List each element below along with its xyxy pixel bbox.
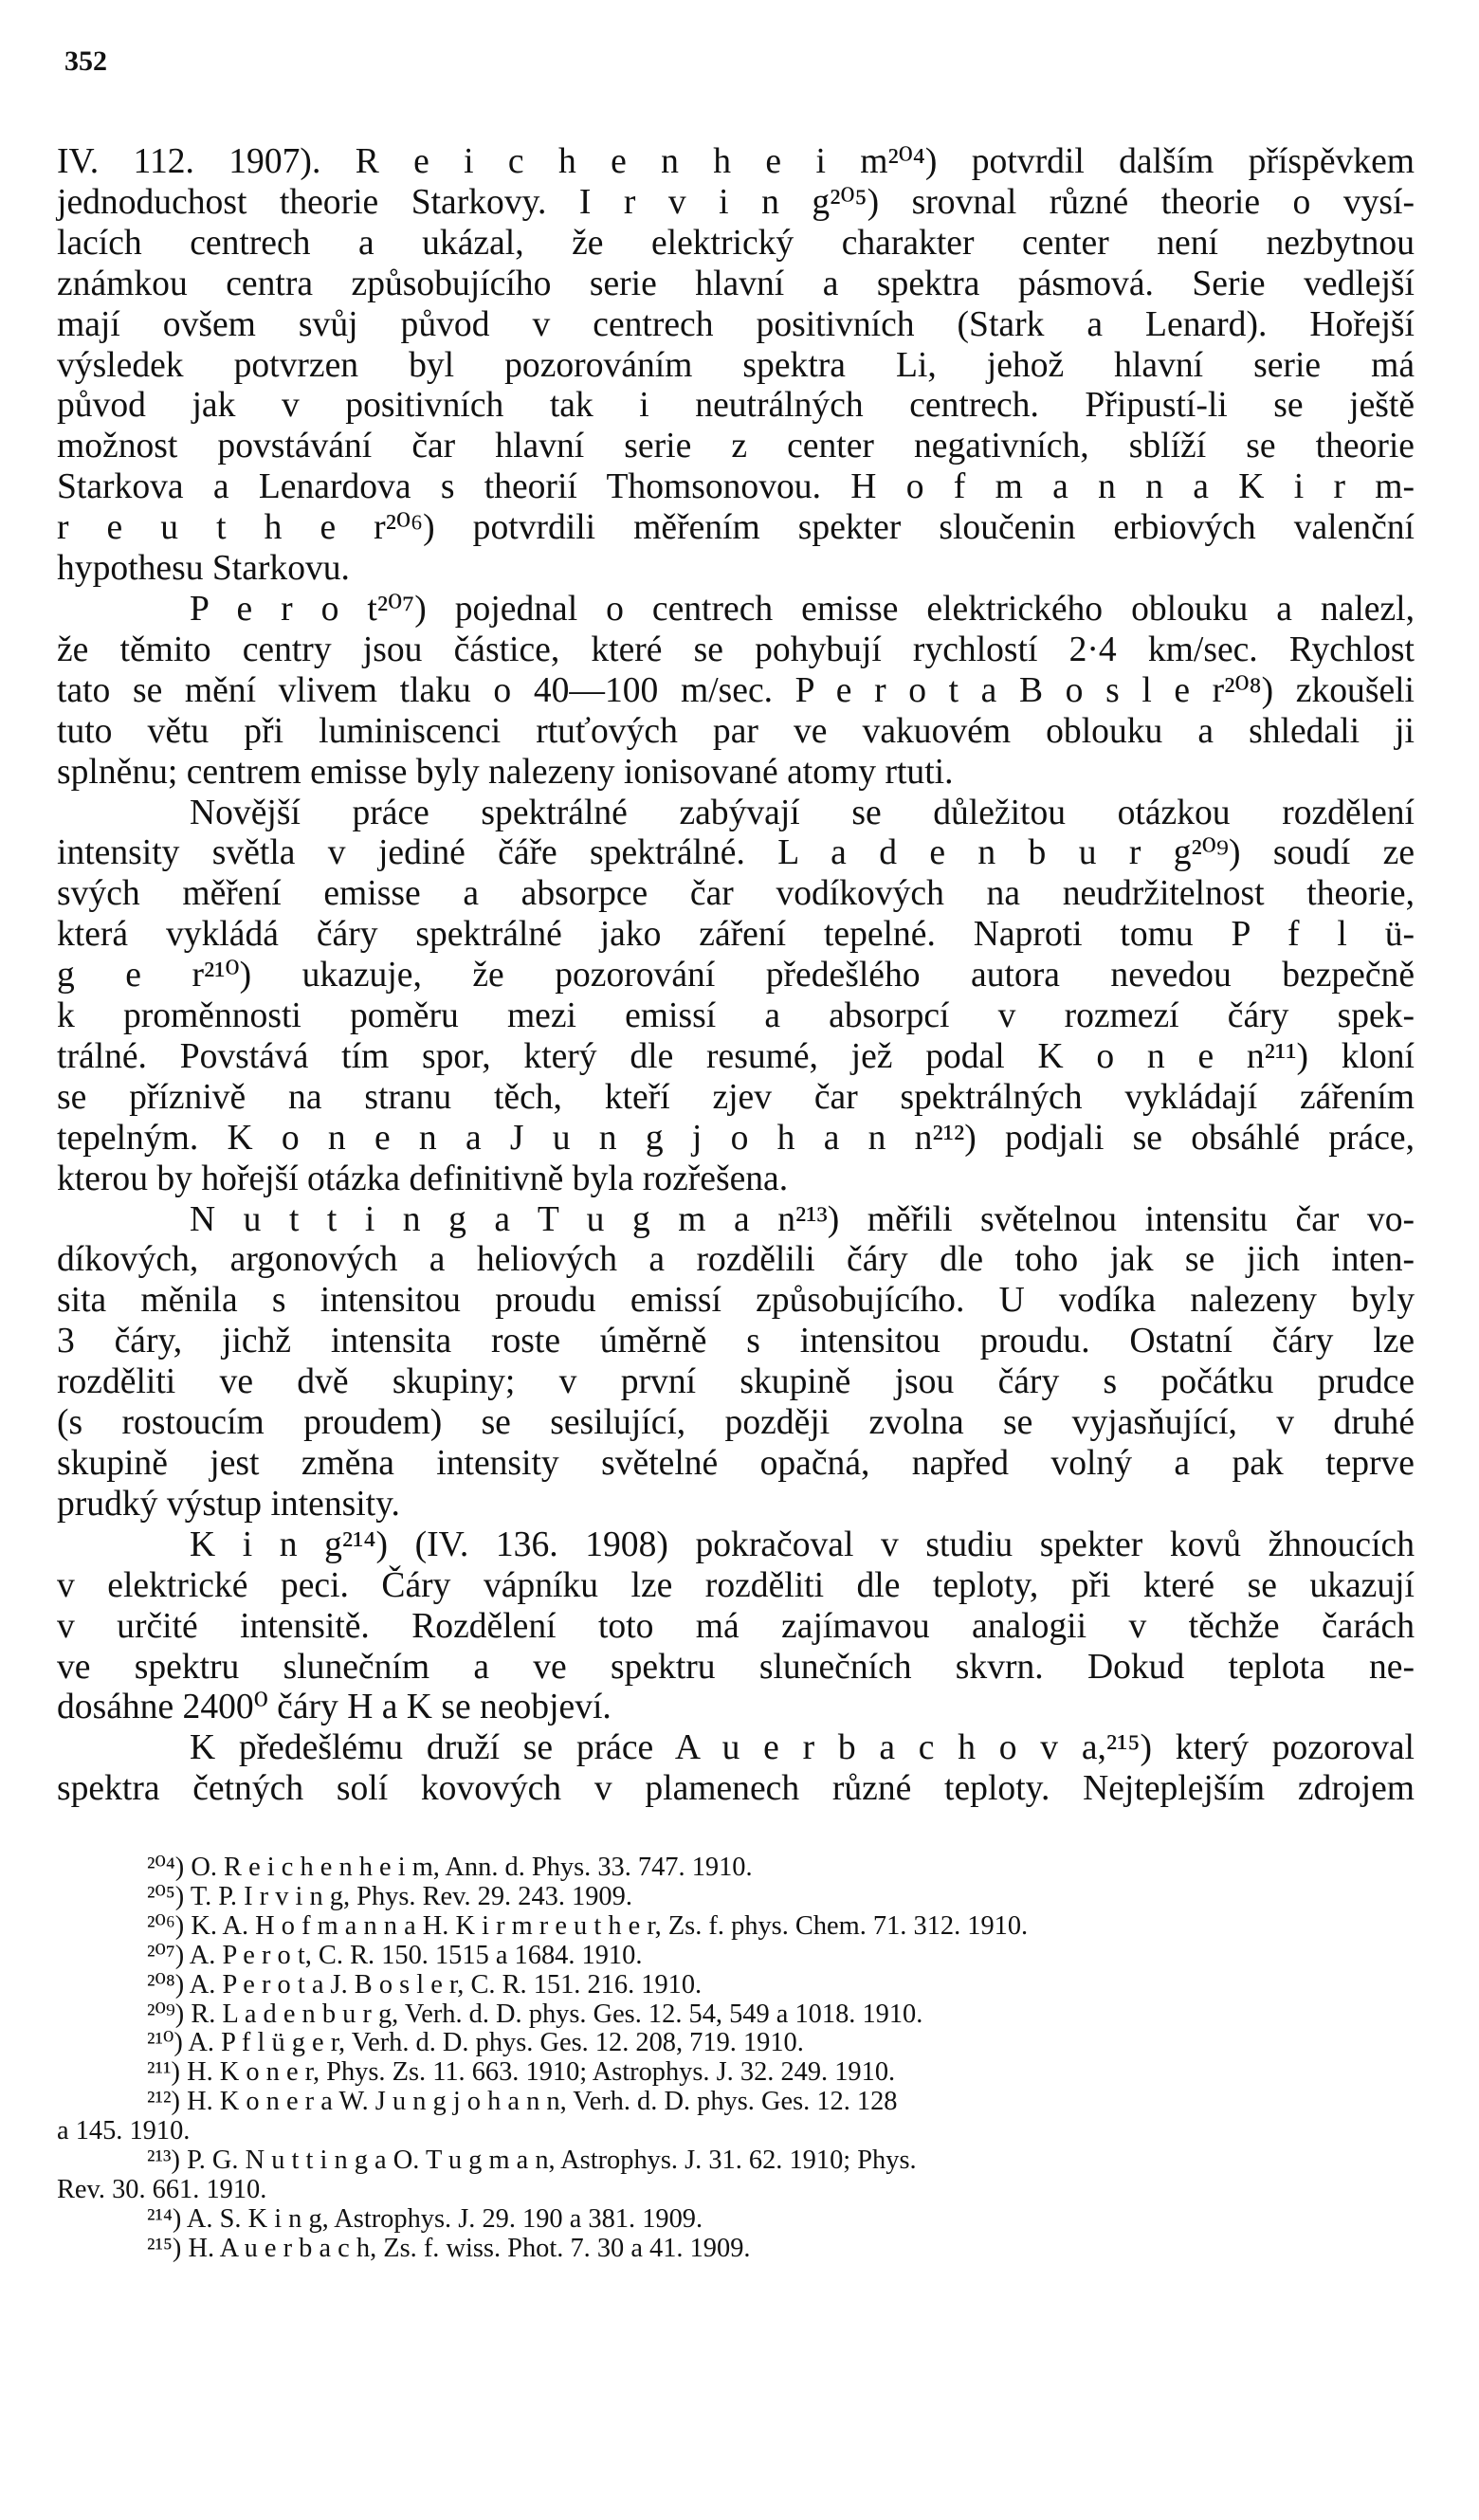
text-line: díkových, argonových a heliových a rozdělili čáry dle toho jak se jich inten- [57, 1240, 1415, 1280]
text-line: svých měření emisse a absorpce čar vodíkových na neudržitelnost theorie, [57, 874, 1415, 914]
text-line: IV. 112. 1907). R e i c h e n h e i m²⁰⁴) potvrdil dalším příspěvkem [57, 142, 1415, 181]
footnote-continuation: Rev. 30. 661. 1910. [57, 2174, 267, 2204]
text-line: 3 čáry, jichž intensita roste úměrně s intensitou proudu. Ostatní čáry lze [57, 1322, 1415, 1361]
page-number: 352 [64, 46, 107, 77]
text-line: sita měnila s intensitou proudu emissí způsobujícího. U vodíka nalezeny byly [57, 1281, 1415, 1321]
footnote: ²⁰⁸) A. P e r o t a J. B o s l e r, C. R. 151. 216. 1910. [147, 1969, 703, 2000]
text-line: trálné. Povstává tím spor, který dle resumé, jež podal K o n e n²¹¹) kloní [57, 1036, 1415, 1076]
text-line: rozděliti ve dvě skupiny; v první skupině jsou čáry s počátku prudce [57, 1362, 1415, 1402]
text-line: tato se mění vlivem tlaku o 40—100 m/sec. P e r o t a B o s l e r²⁰⁸) zkoušeli [57, 670, 1415, 710]
text-line: r e u t h e r²⁰⁶) potvrdili měřením spekter sloučenin erbiových valenční [57, 508, 1415, 548]
text-line: možnost povstávání čar hlavní serie z center negativních, sblíží se theorie [57, 427, 1415, 466]
text-line: jednoduchost theorie Starkovy. I r v i n g²⁰⁵) srovnal různé theorie o vysí- [57, 182, 1415, 222]
text-line: P e r o t²⁰⁷) pojednal o centrech emisse elektrického oblouku a nalezl, [190, 589, 1415, 629]
paragraph [57, 1525, 1415, 1729]
text-line: intensity světla v jediné čáře spektrálné. L a d e n b u r g²⁰⁹) soudí ze [57, 833, 1415, 873]
text-line: N u t t i n g a T u g m a n²¹³) měřili světelnou intensitu čar vo- [190, 1199, 1415, 1239]
text-line: výsledek potvrzen byl pozorováním spektra Li, jehož hlavní serie má [57, 345, 1415, 385]
footnote: ²¹⁰) A. P f l ü g e r, Verh. d. D. phys. Ges. 12. 208, 719. 1910. [147, 2028, 804, 2058]
footnote: ²⁰⁹) R. L a d e n b u r g, Verh. d. D. phys. Ges. 12. 54, 549 a 1018. 1910. [147, 1999, 923, 2029]
text-line: se příznivě na stranu těch, kteří zjev čar spektrálných vykládají zářením [57, 1077, 1415, 1117]
text-line: K i n g²¹⁴) (IV. 136. 1908) pokračoval v studiu spekter kovů žhnoucích [190, 1525, 1415, 1564]
footnote-continuation: a 145. 1910. [57, 2116, 191, 2146]
text-line: spektra četných solí kovových v plamenech různé teploty. Nejteplejším zdrojem [57, 1769, 1415, 1809]
paragraph [57, 1200, 1415, 1525]
text-line: která vykládá čáry spektrálné jako záření tepelné. Naproti tomu P f l ü- [57, 915, 1415, 955]
paragraph [57, 1728, 1415, 1810]
footnote: ²⁰⁵) T. P. I r v i n g, Phys. Rev. 29. 243. 1909. [147, 1881, 632, 1911]
footnote: ²¹²) H. K o n e r a W. J u n g j o h a n n, Verh. d. D. phys. Ges. 12. 128 [147, 2087, 898, 2117]
text-line: kterou by hořejší otázka definitivně byla rozřešena. [57, 1159, 789, 1198]
paragraph [57, 794, 1415, 1200]
text-line: K předešlému druží se práce A u e r b a c h o v a,²¹⁵) který pozoroval [190, 1728, 1415, 1768]
text-line: dosáhne 2400⁰ čáry H a K se neobjeví. [57, 1688, 612, 1727]
footnote: ²⁰⁴) O. R e i c h e n h e i m, Ann. d. Phys. 33. 747. 1910. [147, 1853, 753, 1882]
text-line: prudký výstup intensity. [57, 1484, 400, 1524]
text-line: v určité intensitě. Rozdělení toto má zajímavou analogii v těchže čarách [57, 1606, 1415, 1646]
text-line: (s rostoucím proudem) se sesilující, později zvolna se vyjasňující, v druhé [57, 1403, 1415, 1443]
text-line: lacích centrech a ukázal, že elektrický charakter center není nezbytnou [57, 223, 1415, 263]
text-line: v elektrické peci. Čáry vápníku lze rozděliti dle teploty, při které se ukazují [57, 1565, 1415, 1605]
text-line: Starkova a Lenardova s theorií Thomsonovou. H o f m a n n a K i r m- [57, 467, 1415, 507]
footnotes [57, 1853, 1415, 2264]
text-line: ve spektru slunečním a ve spektru slunečních skvrn. Dokud teplota ne- [57, 1647, 1415, 1687]
paragraph [57, 590, 1415, 794]
text-line: g e r²¹⁰) ukazuje, že pozorování předešlého autora nevedou bezpečně [57, 956, 1415, 995]
footnote: ²¹³) P. G. N u t t i n g a O. T u g m a n, Astrophys. J. 31. 62. 1910; Phys. [147, 2146, 917, 2176]
text-line: mají ovšem svůj původ v centrech positivních (Stark a Lenard). Hořejší [57, 304, 1415, 344]
footnote: ²⁰⁶) K. A. H o f m a n n a H. K i r m r e u t h e r, Zs. f. phys. Chem. 71. 312. 1910. [147, 1910, 1029, 1941]
text-line: skupině jest změna intensity světelné opačná, napřed volný a pak teprve [57, 1444, 1415, 1483]
text-line: splněnu; centrem emisse byly nalezeny ionisované atomy rtuti. [57, 752, 954, 792]
text-line: tepelným. K o n e n a J u n g j o h a n n²¹²) podjali se obsáhlé práce, [57, 1118, 1415, 1158]
footnote: ²¹⁴) A. S. K i n g, Astrophys. J. 29. 190 a 381. 1909. [147, 2203, 703, 2234]
text-line: původ jak v positivních tak i neutrálných centrech. Připustí-li se ještě [57, 386, 1415, 426]
text-line: že těmito centry jsou částice, které se pohybují rychlostí 2·4 km/sec. Rychlost [57, 630, 1415, 669]
text-line: Novější práce spektrálné zabývají se důležitou otázkou rozdělení [190, 793, 1415, 832]
text-line: známkou centra způsobujícího serie hlavní a spektra pásmová. Serie vedlejší [57, 264, 1415, 303]
paragraph [57, 142, 1415, 590]
footnote: ²¹¹) H. K o n e r, Phys. Zs. 11. 663. 1910; Astrophys. J. 32. 249. 1910. [147, 2057, 896, 2088]
footnote: ²¹⁵) H. A u e r b a c h, Zs. f. wiss. Phot. 7. 30 a 41. 1909. [147, 2233, 751, 2263]
text-line: k proměnnosti poměru mezi emissí a absorpcí v rozmezí čáry spek- [57, 996, 1415, 1036]
text-line: hypothesu Starkovu. [57, 549, 350, 589]
footnote: ²⁰⁷) A. P e r o t, C. R. 150. 1515 a 1684. 1910. [147, 1940, 643, 1970]
text-line: tuto větu při luminiscenci rtuťových par ve vakuovém oblouku a shledali ji [57, 711, 1415, 751]
body-text [57, 142, 1415, 1810]
